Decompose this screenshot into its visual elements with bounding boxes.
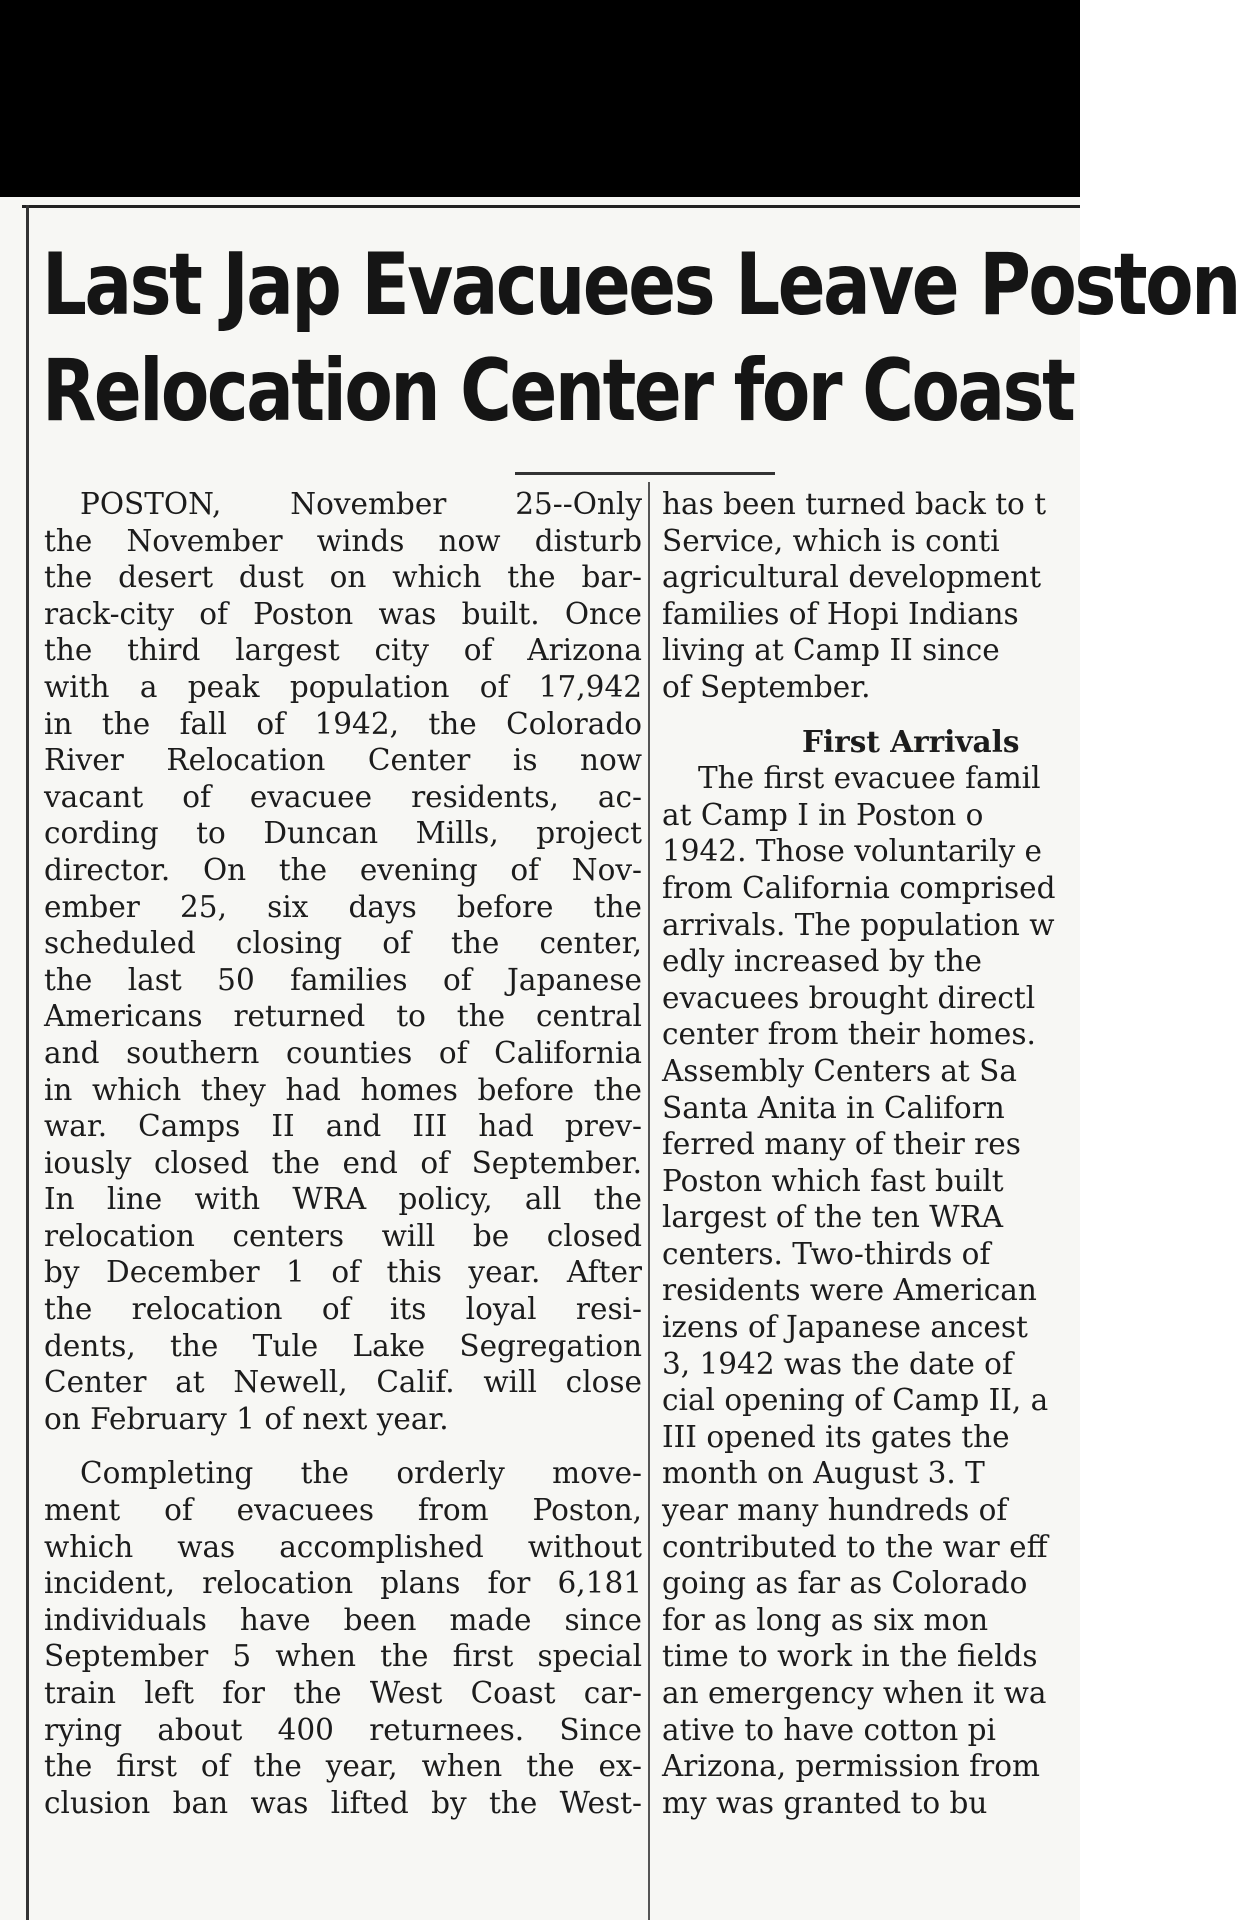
text-line: III opened its gates the <box>662 1419 1010 1454</box>
text-line: center from their homes. <box>662 1017 1036 1052</box>
text-line: director. On the evening of Nov- <box>44 852 642 887</box>
text-line: scheduled closing of the center, <box>44 926 642 961</box>
article-column-1 <box>44 486 642 1821</box>
text-line: incident, relocation plans for 6,181 <box>44 1566 642 1601</box>
text-line: dents, the Tule Lake Segregation <box>44 1328 642 1363</box>
text-line: for as long as six mon <box>662 1602 989 1637</box>
text-line: an emergency when it wa <box>662 1676 1047 1710</box>
text-line: residents were American <box>662 1273 1037 1308</box>
text-line: River Relocation Center is now <box>44 743 642 778</box>
left-border-rule <box>26 205 29 1920</box>
text-line: largest of the ten WRA <box>662 1200 1004 1235</box>
text-line: which was accomplished without <box>44 1529 642 1564</box>
text-line: Santa Anita in Californ <box>662 1090 1005 1125</box>
text-line: from California comprised <box>662 870 1056 905</box>
text-line: iously closed the end of September. <box>44 1145 642 1180</box>
text-line: time to work in the fields <box>662 1639 1038 1674</box>
text-line: ment of evacuees from Poston, <box>44 1493 642 1528</box>
text-line: train left for the West Coast car- <box>44 1676 642 1710</box>
text-line: the relocation of its loyal resi- <box>44 1292 642 1327</box>
text-line: September 5 when the first special <box>44 1639 642 1674</box>
text-line: going as far as Colorado <box>662 1566 1028 1601</box>
text-line: families of Hopi Indians <box>662 596 1019 631</box>
text-line: relocation centers will be closed <box>44 1218 642 1253</box>
text-line: with a peak population of 17,942 <box>44 669 642 704</box>
text-line: evacuees brought directl <box>662 980 1036 1015</box>
text-line: Center at Newell, Calif. will close <box>44 1365 642 1400</box>
text-line: 3, 1942 was the date of <box>662 1346 1013 1381</box>
text-line: by December 1 of this year. After <box>44 1255 642 1290</box>
headline-line-2: Relocation Center for Coast <box>42 341 1074 441</box>
text-line: 1942. Those voluntarily e <box>662 834 1043 869</box>
text-line: in the fall of 1942, the Colorado <box>44 706 642 741</box>
top-rule <box>22 205 1080 208</box>
text-line: on February 1 of next year. <box>44 1401 449 1436</box>
text-line: war. Camps II and III had prev- <box>44 1109 642 1144</box>
text-line: year many hundreds of <box>662 1493 1008 1528</box>
text-line: the desert dust on which the bar- <box>44 560 642 595</box>
text-line: ferred many of their res <box>662 1127 1021 1162</box>
text-line: of September. <box>662 669 871 704</box>
text-line: Completing the orderly move- <box>80 1456 642 1491</box>
text-line: and southern counties of California <box>44 1035 642 1070</box>
text-line: vacant of evacuee residents, ac- <box>44 779 642 814</box>
text-line: Poston which fast built <box>662 1163 1004 1198</box>
text-line: at Camp I in Poston o <box>662 797 984 832</box>
text-line: Assembly Centers at Sa <box>662 1053 1017 1088</box>
headline-rule <box>515 472 775 475</box>
column-2-paragraph-1 <box>662 486 1080 706</box>
text-line: Service, which is conti <box>662 523 1000 558</box>
text-line: in which they had homes before the <box>44 1072 642 1107</box>
text-line: arrivals. The population w <box>662 907 1055 942</box>
headline-line-1: Last Jap Evacuees Leave Poston <box>42 235 1239 335</box>
column-2-paragraph-2 <box>662 760 1080 1821</box>
text-line: In line with WRA policy, all the <box>44 1182 642 1217</box>
text-line: the November winds now disturb <box>44 523 642 558</box>
column-1-paragraph-2 <box>44 1455 642 1821</box>
text-line: cial opening of Camp II, a <box>662 1383 1049 1418</box>
text-line: the first of the year, when the ex- <box>44 1749 642 1784</box>
column-divider <box>648 482 650 1920</box>
text-line: POSTON, November 25--Only <box>80 487 642 521</box>
black-border-band <box>0 0 1080 197</box>
text-line: ember 25, six days before the <box>44 889 642 924</box>
text-line: The first evacuee famil <box>698 761 1041 796</box>
text-line: ative to have cotton pi <box>662 1712 996 1747</box>
column-1-paragraph-1 <box>44 486 642 1437</box>
text-line: clusion ban was lifted by the West- <box>44 1785 642 1820</box>
text-line: rying about 400 returnees. Since <box>44 1712 642 1747</box>
text-line: agricultural development <box>662 560 1042 595</box>
text-line: izens of Japanese ancest <box>662 1310 1028 1345</box>
text-line: cording to Duncan Mills, project <box>44 816 642 851</box>
subhead-first-arrivals: First Arrivals <box>802 723 1020 759</box>
text-line: the last 50 families of Japanese <box>44 962 642 997</box>
text-line: edly increased by the <box>662 944 983 979</box>
headline <box>42 232 1239 444</box>
article-column-2 <box>662 486 1080 1821</box>
text-line: living at Camp II since <box>662 633 1000 668</box>
text-line: Americans returned to the central <box>44 999 642 1034</box>
text-line: individuals have been made since <box>44 1602 642 1637</box>
text-line: rack-city of Poston was built. Once <box>44 596 642 631</box>
text-line: centers. Two-thirds of <box>662 1236 991 1271</box>
text-line: the third largest city of Arizona <box>44 633 642 668</box>
text-line: has been turned back to t <box>662 487 1047 521</box>
text-line: contributed to the war eff <box>662 1529 1048 1564</box>
text-line: Arizona, permission from <box>662 1749 1040 1784</box>
text-line: month on August 3. T <box>662 1456 985 1491</box>
text-line: my was granted to bu <box>662 1785 988 1820</box>
